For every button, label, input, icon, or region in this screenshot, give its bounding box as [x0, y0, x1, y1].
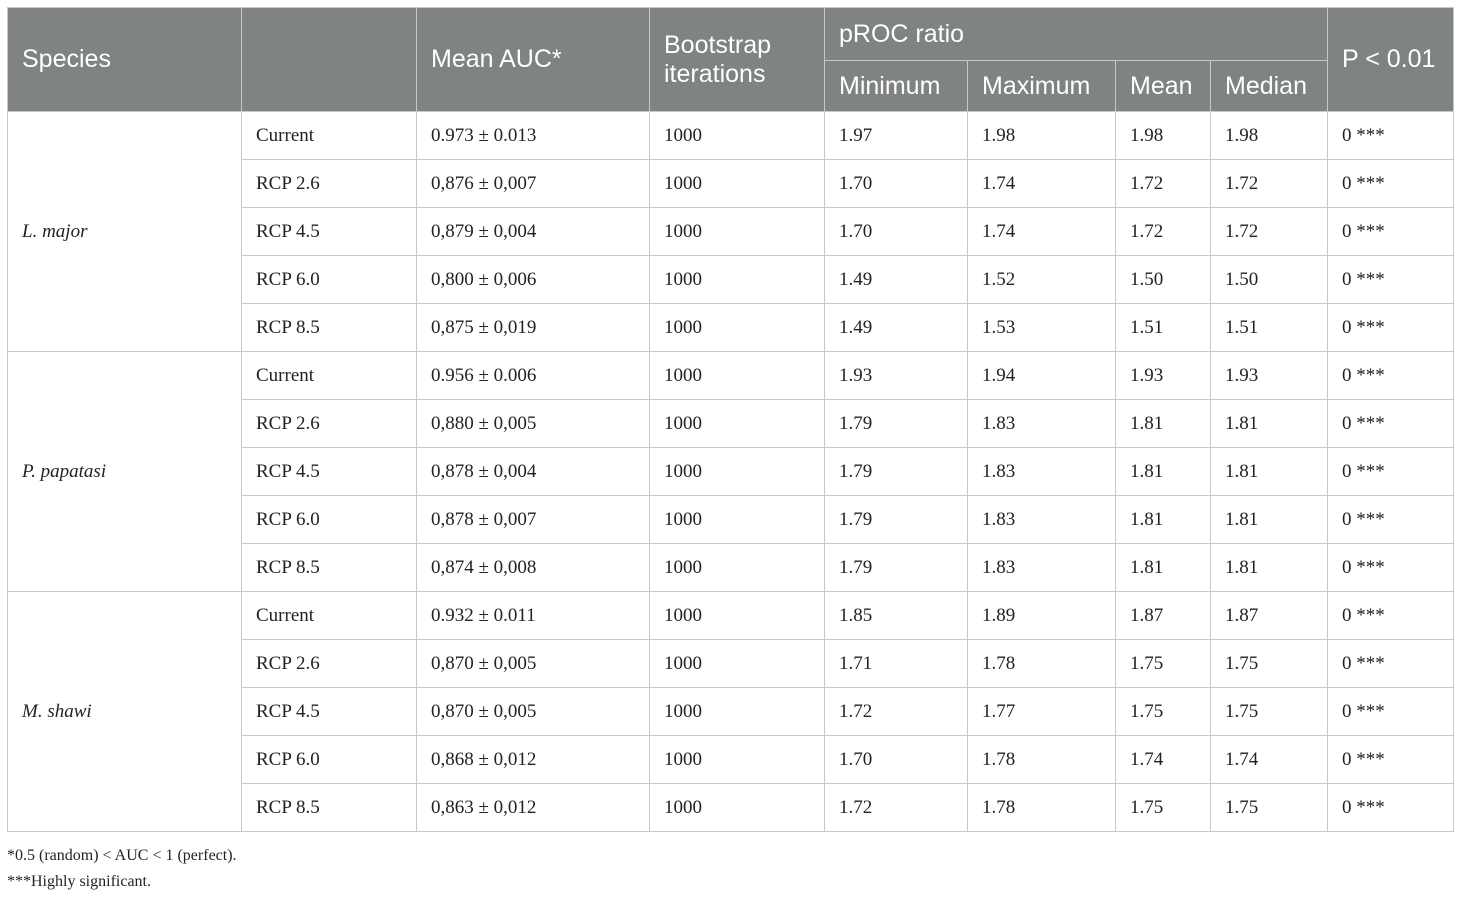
mean-cell: 1.87 — [1116, 592, 1211, 640]
median-cell: 1.93 — [1211, 352, 1328, 400]
mean-auc-cell: 0,870 ± 0,005 — [417, 640, 650, 688]
p-value-cell: 0 *** — [1328, 160, 1454, 208]
species-cell: P. papatasi — [8, 352, 242, 592]
mean-auc-cell: 0.956 ± 0.006 — [417, 352, 650, 400]
minimum-cell: 1.97 — [825, 112, 968, 160]
header-species: Species — [8, 8, 242, 112]
table-row — [8, 352, 1454, 400]
maximum-cell: 1.78 — [968, 784, 1116, 832]
bootstrap-cell: 1000 — [650, 592, 825, 640]
species-cell: L. major — [8, 112, 242, 352]
scenario-cell: RCP 6.0 — [242, 256, 417, 304]
scenario-cell: Current — [242, 592, 417, 640]
mean-auc-cell: 0,878 ± 0,007 — [417, 496, 650, 544]
species-cell: M. shawi — [8, 592, 242, 832]
median-cell: 1.81 — [1211, 400, 1328, 448]
minimum-cell: 1.79 — [825, 400, 968, 448]
mean-auc-cell: 0.973 ± 0.013 — [417, 112, 650, 160]
header-minimum: Minimum — [825, 61, 968, 112]
scenario-cell: RCP 8.5 — [242, 544, 417, 592]
scenario-cell: RCP 4.5 — [242, 208, 417, 256]
scenario-cell: RCP 4.5 — [242, 688, 417, 736]
median-cell: 1.81 — [1211, 496, 1328, 544]
mean-cell: 1.93 — [1116, 352, 1211, 400]
mean-auc-cell: 0,878 ± 0,004 — [417, 448, 650, 496]
table-row — [8, 592, 1454, 640]
p-value-cell: 0 *** — [1328, 784, 1454, 832]
table-body — [8, 112, 1454, 832]
maximum-cell: 1.98 — [968, 112, 1116, 160]
p-value-cell: 0 *** — [1328, 544, 1454, 592]
scenario-cell: RCP 2.6 — [242, 640, 417, 688]
bootstrap-cell: 1000 — [650, 352, 825, 400]
bootstrap-cell: 1000 — [650, 784, 825, 832]
minimum-cell: 1.79 — [825, 544, 968, 592]
median-cell: 1.75 — [1211, 688, 1328, 736]
maximum-cell: 1.77 — [968, 688, 1116, 736]
mean-auc-cell: 0,875 ± 0,019 — [417, 304, 650, 352]
maximum-cell: 1.52 — [968, 256, 1116, 304]
mean-auc-cell: 0,863 ± 0,012 — [417, 784, 650, 832]
maximum-cell: 1.83 — [968, 448, 1116, 496]
median-cell: 1.72 — [1211, 208, 1328, 256]
footnote-significance: ***Highly significant. — [7, 873, 151, 890]
mean-cell: 1.51 — [1116, 304, 1211, 352]
header-proc-ratio: pROC ratio — [825, 8, 1328, 61]
mean-cell: 1.74 — [1116, 736, 1211, 784]
bootstrap-cell: 1000 — [650, 544, 825, 592]
header-p-value: P < 0.01 — [1328, 8, 1454, 112]
p-value-cell: 0 *** — [1328, 208, 1454, 256]
maximum-cell: 1.74 — [968, 208, 1116, 256]
minimum-cell: 1.70 — [825, 208, 968, 256]
mean-auc-cell: 0,874 ± 0,008 — [417, 544, 650, 592]
p-value-cell: 0 *** — [1328, 400, 1454, 448]
mean-auc-cell: 0,879 ± 0,004 — [417, 208, 650, 256]
footnotes — [7, 843, 237, 895]
bootstrap-cell: 1000 — [650, 256, 825, 304]
mean-cell: 1.81 — [1116, 544, 1211, 592]
maximum-cell: 1.94 — [968, 352, 1116, 400]
mean-auc-cell: 0,880 ± 0,005 — [417, 400, 650, 448]
scenario-cell: RCP 8.5 — [242, 784, 417, 832]
median-cell: 1.75 — [1211, 784, 1328, 832]
scenario-cell: RCP 4.5 — [242, 448, 417, 496]
header-median: Median — [1211, 61, 1328, 112]
p-value-cell: 0 *** — [1328, 352, 1454, 400]
mean-cell: 1.50 — [1116, 256, 1211, 304]
p-value-cell: 0 *** — [1328, 736, 1454, 784]
median-cell: 1.51 — [1211, 304, 1328, 352]
median-cell: 1.81 — [1211, 544, 1328, 592]
mean-auc-cell: 0,868 ± 0,012 — [417, 736, 650, 784]
mean-cell: 1.98 — [1116, 112, 1211, 160]
minimum-cell: 1.79 — [825, 448, 968, 496]
minimum-cell: 1.79 — [825, 496, 968, 544]
mean-auc-cell: 0.932 ± 0.011 — [417, 592, 650, 640]
p-value-cell: 0 *** — [1328, 304, 1454, 352]
maximum-cell: 1.89 — [968, 592, 1116, 640]
mean-auc-cell: 0,876 ± 0,007 — [417, 160, 650, 208]
minimum-cell: 1.70 — [825, 736, 968, 784]
mean-auc-cell: 0,870 ± 0,005 — [417, 688, 650, 736]
scenario-cell: RCP 6.0 — [242, 736, 417, 784]
minimum-cell: 1.72 — [825, 784, 968, 832]
p-value-cell: 0 *** — [1328, 112, 1454, 160]
scenario-cell: RCP 2.6 — [242, 160, 417, 208]
bootstrap-cell: 1000 — [650, 688, 825, 736]
mean-cell: 1.75 — [1116, 688, 1211, 736]
median-cell: 1.72 — [1211, 160, 1328, 208]
scenario-cell: RCP 8.5 — [242, 304, 417, 352]
minimum-cell: 1.93 — [825, 352, 968, 400]
mean-cell: 1.81 — [1116, 496, 1211, 544]
mean-cell: 1.81 — [1116, 448, 1211, 496]
header-bootstrap-iterations: Bootstrap iterations — [650, 8, 825, 112]
mean-cell: 1.72 — [1116, 208, 1211, 256]
minimum-cell: 1.70 — [825, 160, 968, 208]
p-value-cell: 0 *** — [1328, 448, 1454, 496]
maximum-cell: 1.53 — [968, 304, 1116, 352]
header-maximum: Maximum — [968, 61, 1116, 112]
maximum-cell: 1.83 — [968, 496, 1116, 544]
header-mean-auc: Mean AUC* — [417, 8, 650, 112]
bootstrap-cell: 1000 — [650, 160, 825, 208]
minimum-cell: 1.85 — [825, 592, 968, 640]
bootstrap-cell: 1000 — [650, 112, 825, 160]
median-cell: 1.74 — [1211, 736, 1328, 784]
maximum-cell: 1.78 — [968, 736, 1116, 784]
mean-cell: 1.81 — [1116, 400, 1211, 448]
scenario-cell: Current — [242, 112, 417, 160]
table-row — [8, 112, 1454, 160]
bootstrap-cell: 1000 — [650, 208, 825, 256]
median-cell: 1.81 — [1211, 448, 1328, 496]
mean-cell: 1.75 — [1116, 784, 1211, 832]
header-scenario — [242, 8, 417, 112]
bootstrap-cell: 1000 — [650, 448, 825, 496]
maximum-cell: 1.83 — [968, 544, 1116, 592]
minimum-cell: 1.72 — [825, 688, 968, 736]
median-cell: 1.75 — [1211, 640, 1328, 688]
p-value-cell: 0 *** — [1328, 256, 1454, 304]
scenario-cell: Current — [242, 352, 417, 400]
header-mean: Mean — [1116, 61, 1211, 112]
maximum-cell: 1.83 — [968, 400, 1116, 448]
pROC-results-table — [7, 7, 1454, 832]
results-table-container — [7, 7, 1453, 832]
bootstrap-cell: 1000 — [650, 640, 825, 688]
median-cell: 1.98 — [1211, 112, 1328, 160]
bootstrap-cell: 1000 — [650, 736, 825, 784]
median-cell: 1.87 — [1211, 592, 1328, 640]
p-value-cell: 0 *** — [1328, 496, 1454, 544]
p-value-cell: 0 *** — [1328, 640, 1454, 688]
bootstrap-cell: 1000 — [650, 304, 825, 352]
bootstrap-cell: 1000 — [650, 400, 825, 448]
bootstrap-cell: 1000 — [650, 496, 825, 544]
maximum-cell: 1.78 — [968, 640, 1116, 688]
mean-cell: 1.75 — [1116, 640, 1211, 688]
p-value-cell: 0 *** — [1328, 592, 1454, 640]
minimum-cell: 1.49 — [825, 256, 968, 304]
p-value-cell: 0 *** — [1328, 688, 1454, 736]
table-header — [8, 8, 1454, 112]
mean-auc-cell: 0,800 ± 0,006 — [417, 256, 650, 304]
maximum-cell: 1.74 — [968, 160, 1116, 208]
minimum-cell: 1.71 — [825, 640, 968, 688]
scenario-cell: RCP 2.6 — [242, 400, 417, 448]
median-cell: 1.50 — [1211, 256, 1328, 304]
scenario-cell: RCP 6.0 — [242, 496, 417, 544]
footnote-auc: *0.5 (random) < AUC < 1 (perfect). — [7, 847, 237, 864]
minimum-cell: 1.49 — [825, 304, 968, 352]
mean-cell: 1.72 — [1116, 160, 1211, 208]
